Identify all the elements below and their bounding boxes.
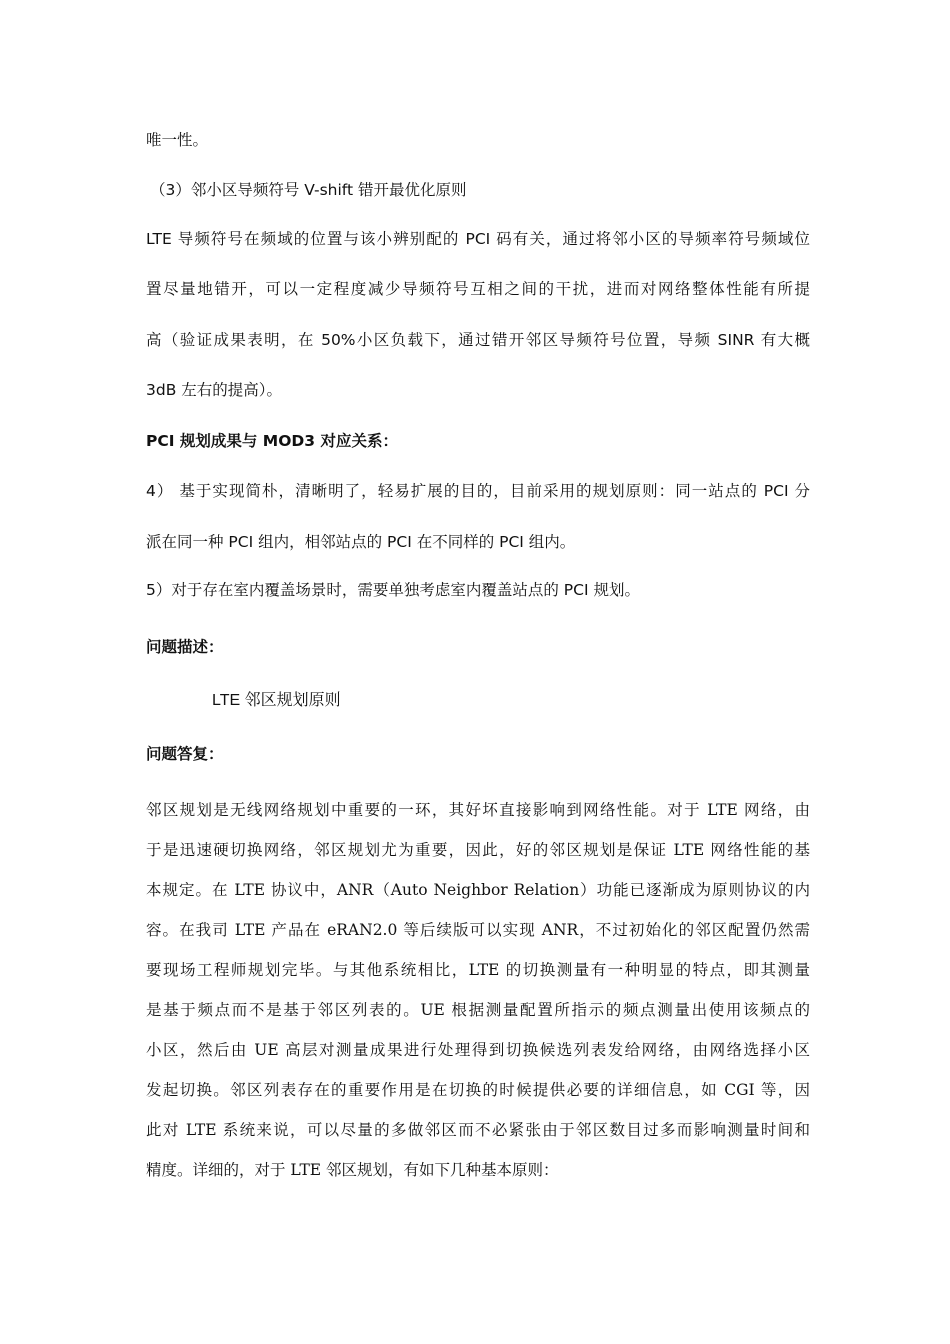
rule3-title: （3）邻小区导频符号 V-shift 错开最优化原则 (150, 181, 467, 199)
answer-line-3: 本规定。在 LTE 协议中，ANR（Auto Neighbor Relation）功能已逐渐成为原则协议的内 (146, 881, 810, 899)
item4-line-2: 派在同一种 PCI 组内，相邻站点的 PCI 在不同样的 PCI 组内。 (146, 533, 576, 551)
answer-line-6: 是基于频点而不是基于邻区列表的。UE 根据测量配置所指示的频点测量出使用该频点的 (146, 1001, 810, 1019)
mod3-heading: PCI 规划成果与 MOD3 对应关系： (146, 432, 398, 450)
rule3-line-4: 3dB 左右的提高）。 (146, 381, 283, 399)
answer-heading: 问题答复： (146, 745, 224, 763)
answer-line-10: 精度。详细的，对于 LTE 邻区规划，有如下几种基本原则： (146, 1161, 559, 1179)
item5: 5）对于存在室内覆盖场景时，需要单独考虑室内覆盖站点的 PCI 规划。 (146, 581, 640, 599)
answer-line-2: 于是迅速硬切换网络，邻区规划尤为重要，因此，好的邻区规划是保证 LTE 网络性能的基 (146, 841, 810, 859)
question-text: LTE 邻区规划原则 (212, 692, 341, 709)
answer-line-8: 发起切换。邻区列表存在的重要作用是在切换的时候提供必要的详细信息，如 CGI 等，因 (146, 1081, 810, 1099)
answer-line-7: 小区，然后由 UE 高层对测量成果进行处理得到切换候选列表发给网络，由网络选择小区 (146, 1041, 810, 1059)
rule3-line-1: LTE 导频符号在频域的位置与该小辨别配的 PCI 码有关，通过将邻小区的导频率符号频域位 (146, 230, 810, 248)
answer-line-1: 邻区规划是无线网络规划中重要的一环，其好坏直接影响到网络性能。对于 LTE 网络，由 (146, 801, 810, 819)
rule3-line-3: 高（验证成果表明，在 50%小区负载下，通过错开邻区导频符号位置，导频 SINR 有大概 (146, 331, 810, 349)
item4-line-1: 4） 基于实现简朴，清晰明了，轻易扩展的目的，目前采用的规划原则：同一站点的 PCI 分 (146, 482, 810, 500)
pci-uniqueness-tail: 唯一性。 (146, 131, 209, 149)
answer-line-4: 容。在我司 LTE 产品在 eRAN2.0 等后续版可以实现 ANR，不过初始化的邻区配置仍然需 (146, 921, 810, 939)
answer-line-5: 要现场工程师规划完毕。与其他系统相比，LTE 的切换测量有一种明显的特点，即其测量 (146, 961, 810, 979)
question-heading: 问题描述： (146, 638, 224, 656)
rule3-line-2: 置尽量地错开，可以一定程度减少导频符号互相之间的干扰，进而对网络整体性能有所提 (146, 280, 810, 298)
answer-line-9: 此对 LTE 系统来说，可以尽量的多做邻区而不必紧张由于邻区数目过多而影响测量时间和 (146, 1121, 810, 1139)
